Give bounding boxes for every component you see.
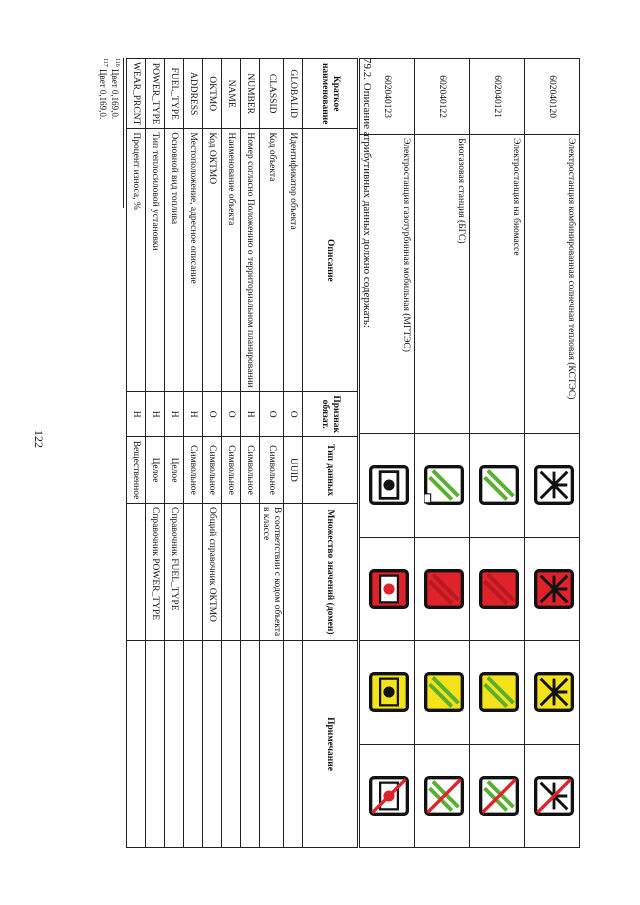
plan-symbol-icon xyxy=(369,569,409,609)
attr-mandatory: Н xyxy=(145,392,164,437)
attr-domain xyxy=(240,504,259,641)
attr-mandatory: Н xyxy=(126,392,145,437)
attribute-row xyxy=(202,59,221,848)
attribute-row xyxy=(183,59,202,848)
header-description: Описание xyxy=(303,129,358,392)
attr-data-type: UUID xyxy=(284,437,303,504)
legend-symbol-cell xyxy=(525,744,580,847)
attribute-row xyxy=(240,59,259,848)
attribute-row xyxy=(221,59,240,848)
attr-mandatory: О xyxy=(221,392,240,437)
footnote-116: $^{116}$ Цвет 0,169,0. xyxy=(110,58,120,120)
legend-symbol-cell xyxy=(415,434,470,537)
attr-mandatory: Н xyxy=(240,392,259,437)
attr-domain xyxy=(284,504,303,641)
legend-symbol-cell xyxy=(525,434,580,537)
attr-note xyxy=(259,641,283,848)
plan-symbol-icon xyxy=(534,672,574,712)
attr-mandatory: Н xyxy=(183,392,202,437)
legend-name: Электростанция на биомассе xyxy=(470,135,525,434)
attr-mandatory: О xyxy=(259,392,283,437)
legend-table xyxy=(359,58,580,848)
attr-note xyxy=(284,641,303,848)
legend-code: 602040120 xyxy=(525,59,580,135)
attr-data-type: Символьное xyxy=(202,437,221,504)
legend-name: Электростанция газотурбинная мобильная (МГТЭС) xyxy=(360,135,415,434)
footnote-separator xyxy=(123,58,124,208)
legend-symbol-cell xyxy=(525,641,580,744)
footnote-117: $^{117}$ Цвет 0,169,0. xyxy=(98,58,108,120)
header-domain: Множество значений (домен) xyxy=(303,504,358,641)
attribute-row xyxy=(145,59,164,848)
attr-short-name: OKTMO xyxy=(202,59,221,129)
attr-note xyxy=(240,641,259,848)
attr-description: Местоположение, адресное описание xyxy=(183,129,202,392)
attr-description: Процент износа, % xyxy=(126,129,145,392)
attr-short-name: ADDRESS xyxy=(183,59,202,129)
plan-symbol-icon xyxy=(424,776,464,816)
attr-description: Код ОКТМО xyxy=(202,129,221,392)
attribute-row xyxy=(284,59,303,848)
attr-domain: В соответствии с кодом объекта в классе xyxy=(259,504,283,641)
plan-symbol-icon xyxy=(479,465,519,505)
plan-symbol-icon xyxy=(479,672,519,712)
attr-data-type: Символьное xyxy=(240,437,259,504)
attr-note xyxy=(164,641,183,848)
attr-domain: Справочник POWER_TYPE xyxy=(145,504,164,641)
legend-name: Электростанция комбинированная солнечная тепловая (КСТЭС) xyxy=(525,135,580,434)
attr-description: Код объекта xyxy=(259,129,283,392)
attr-short-name: FUEL_TYPE xyxy=(164,59,183,129)
attr-note xyxy=(183,641,202,848)
attr-domain xyxy=(221,504,240,641)
attr-data-type: Символьное xyxy=(221,437,240,504)
attr-mandatory: О xyxy=(202,392,221,437)
legend-row xyxy=(415,59,470,848)
plan-symbol-icon xyxy=(534,465,574,505)
attr-description: Номер согласно Положению о территориальном планировании xyxy=(240,129,259,392)
attr-domain xyxy=(183,504,202,641)
attr-short-name: GLOBALID xyxy=(284,59,303,129)
attr-domain: Общий справочник ОКТМО xyxy=(202,504,221,641)
attr-short-name: CLASSID xyxy=(259,59,283,129)
legend-symbol-cell xyxy=(470,434,525,537)
attribute-row xyxy=(126,59,145,848)
plan-symbol-icon xyxy=(479,569,519,609)
attribute-header-row xyxy=(303,59,358,848)
attr-data-type: Символьное xyxy=(183,437,202,504)
header-note: Примечание xyxy=(303,641,358,848)
legend-symbol-cell xyxy=(360,434,415,537)
legend-row xyxy=(470,59,525,848)
legend-symbol-cell xyxy=(415,641,470,744)
attr-description: Тип теплосиловой установки xyxy=(145,129,164,392)
legend-symbol-cell xyxy=(360,744,415,847)
attr-short-name: NUMBER xyxy=(240,59,259,129)
legend-name: Биогазовая станция (БГС) xyxy=(415,135,470,434)
legend-symbol-cell xyxy=(470,641,525,744)
plan-symbol-icon xyxy=(424,569,464,609)
header-mandatory: Признак обязат. xyxy=(303,392,358,437)
section-caption: 79.2. Описание атрибутивных данных должно содержать: xyxy=(361,58,373,328)
rotated-page-content xyxy=(98,58,580,848)
plan-symbol-icon xyxy=(424,465,464,505)
header-short-name: Краткое наименование xyxy=(303,59,358,129)
legend-code: 602040123 xyxy=(360,59,415,135)
attribute-table xyxy=(126,58,358,848)
attr-note xyxy=(202,641,221,848)
legend-symbol-cell xyxy=(415,537,470,640)
plan-symbol-icon xyxy=(369,672,409,712)
plan-symbol-icon xyxy=(479,776,519,816)
header-data-type: Тип данных xyxy=(303,437,358,504)
plan-symbol-icon xyxy=(534,776,574,816)
legend-row xyxy=(525,59,580,848)
attr-short-name: WEAR_PRCNT xyxy=(126,59,145,129)
attr-data-type: Целое xyxy=(145,437,164,504)
attr-mandatory: Н xyxy=(164,392,183,437)
attribute-row xyxy=(164,59,183,848)
attr-domain: Справочник FUEL_TYPE xyxy=(164,504,183,641)
attr-note xyxy=(221,641,240,848)
attr-description: Основной вид топлива xyxy=(164,129,183,392)
plan-symbol-icon xyxy=(369,776,409,816)
legend-symbol-cell xyxy=(470,744,525,847)
attr-data-type: Целое xyxy=(164,437,183,504)
legend-symbol-cell xyxy=(525,537,580,640)
legend-symbol-cell xyxy=(360,537,415,640)
attr-short-name: NAME xyxy=(221,59,240,129)
plan-symbol-icon xyxy=(534,569,574,609)
attr-mandatory: О xyxy=(284,392,303,437)
attr-description: Идентификатор объекта xyxy=(284,129,303,392)
attr-domain xyxy=(126,504,145,641)
legend-symbol-cell xyxy=(360,641,415,744)
attr-description: Наименование объекта xyxy=(221,129,240,392)
attr-data-type: Вещественное xyxy=(126,437,145,504)
attr-note xyxy=(126,641,145,848)
page-number: 122 xyxy=(32,430,46,448)
attr-short-name: POWER_TYPE xyxy=(145,59,164,129)
attr-data-type: Символьное xyxy=(259,437,283,504)
attribute-row xyxy=(259,59,283,848)
plan-symbol-icon xyxy=(424,672,464,712)
legend-symbol-cell xyxy=(415,744,470,847)
legend-code: 602040122 xyxy=(415,59,470,135)
plan-symbol-icon xyxy=(369,465,409,505)
attr-note xyxy=(145,641,164,848)
legend-code: 602040121 xyxy=(470,59,525,135)
legend-symbol-cell xyxy=(470,537,525,640)
